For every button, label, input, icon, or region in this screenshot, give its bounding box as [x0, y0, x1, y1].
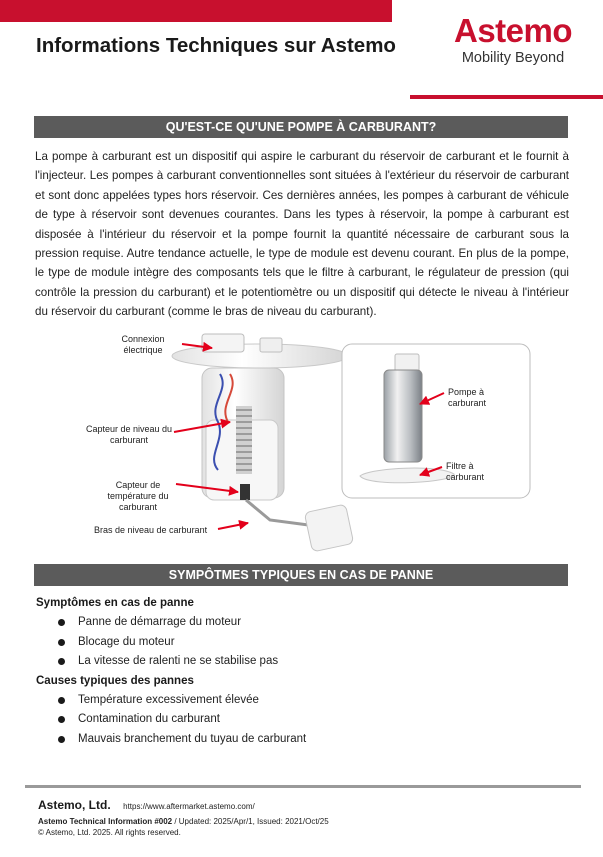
list-item: Température excessivement élevée	[36, 691, 566, 711]
label-bras-niveau: Bras de niveau de carburant	[94, 525, 208, 535]
section-heading-what-is: QU'EST-CE QU'UNE POMPE À CARBURANT?	[34, 116, 568, 138]
symptoms-title: Symptômes en cas de panne	[36, 597, 194, 609]
list-item: Contamination du carburant	[36, 710, 566, 730]
brand-name: Astemo	[453, 12, 573, 49]
intro-paragraph: La pompe à carburant est un dispositif qui aspire le carburant du réservoir de carburant et le fournit à l'injecteur. Les pompes à carburant conventionnelles sont situées à l'extérieur du réservoir de carburant et sont donc appelées types hors réservoir. Ces dernières années, les pompes à carburant de véhicule de type à réservoir sont devenues courantes. Dans les types à réservoir, la pompe à carburant est disposée à l'intérieur du réservoir et la pompe fournit la quantité nécessaire de carburant sous la pression requise. Autre tendance actuelle, le type de module est devenu courant. En plus de la pompe, le type de module intègre des composants tels que le filtre à carburant, le régulateur de pression (qui contrôle la pression du carburant) et le potentiomètre ou un dispositif qui détecte le niveau à l'intérieur du réservoir du carburant (comme le bras de niveau du carburant).	[35, 150, 569, 319]
label-connexion-electrique: Connexion électrique	[121, 334, 165, 355]
list-item: La vitesse de ralenti ne se stabilise pas	[36, 652, 566, 672]
top-red-bar	[0, 0, 392, 22]
list-item: Mauvais branchement du tuyau de carburant	[36, 730, 566, 750]
header-red-line	[410, 95, 603, 99]
list-item: Blocage du moteur	[36, 633, 566, 653]
footer-company: Astemo, Ltd.	[38, 798, 111, 812]
causes-title: Causes typiques des pannes	[36, 674, 194, 687]
symptoms-section	[36, 594, 566, 749]
brand-logo	[438, 14, 588, 66]
list-item: Panne de démarrage du moteur	[36, 613, 566, 633]
page-title: Informations Techniques sur Astemo	[36, 34, 396, 57]
label-capteur-niveau: Capteur de niveau du carburant	[85, 424, 173, 445]
causes-list	[36, 691, 566, 750]
fuel-pump-figure	[34, 330, 568, 555]
label-pompe-carburant: Pompe à carburant	[448, 387, 487, 408]
footer-info-title: Astemo Technical Information #002	[38, 817, 173, 826]
footer-url-link[interactable]: https://www.aftermarket.astemo.com/	[123, 802, 255, 811]
footer-info-dates: / Updated: 2025/Apr/1, Issued: 2021/Oct/25	[172, 817, 329, 826]
label-filtre-carburant: Filtre à carburant	[446, 461, 485, 482]
section-heading-symptoms: SYMPÔTMES TYPIQUES EN CAS DE PANNE	[34, 564, 568, 586]
brand-tagline: Mobility Beyond	[461, 50, 565, 66]
symptoms-list	[36, 613, 566, 672]
label-capteur-temperature: Capteur de température du carburant	[107, 480, 169, 512]
footer-info	[38, 817, 558, 826]
footer	[38, 796, 558, 837]
footer-divider	[25, 785, 581, 788]
footer-copyright: © Astemo, Ltd. 2025. All rights reserved.	[38, 828, 181, 837]
